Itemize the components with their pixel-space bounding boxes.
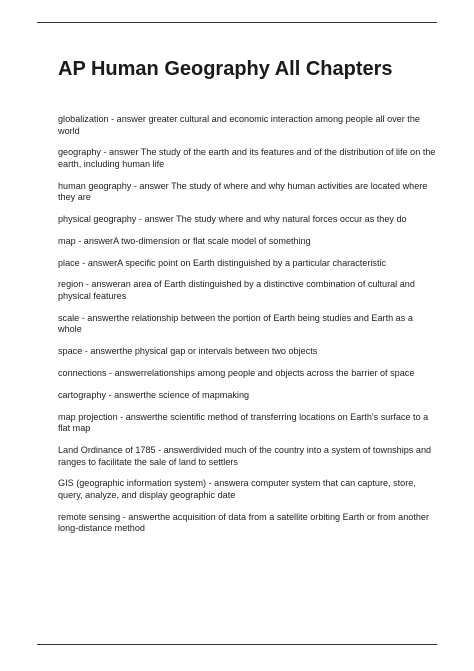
page-title: AP Human Geography All Chapters [58,58,393,80]
glossary-entry: space - answerthe physical gap or intervals between two objects [58,346,318,357]
glossary-entry: scale - answerthe relationship between the portion of Earth being studies and Earth as a whole [58,312,413,335]
glossary-entry: region - answeran area of Earth distinguished by a distinctive combination of cultural and physical features [58,279,415,302]
glossary-entry: cartography - answerthe science of mapmaking [58,389,250,400]
glossary-entry: GIS (geographic information system) - answera computer system that can capture, store, query, analyze, and display geographic date [58,478,416,500]
glossary-list [58,114,438,545]
glossary-entry: map projection - answerthe scientific method of transferring locations on Earth's surface to a flat map [58,411,429,434]
glossary-entry: Land Ordinance of 1785 - answerdivided much of the country into a system of townships and ranges to facilitate the sale of land to settlers [58,444,432,467]
glossary-entry: remote sensing - answerthe acquisition of data from a satellite orbiting Earth or from another long-distance method [58,511,430,534]
glossary-entry: place - answerA specific point on Earth distinguished by a particular characteristic [58,257,387,268]
glossary-entry: globalization - answer greater cultural and economic interaction among people all over the world [58,114,420,136]
glossary-entry: physical geography - answer The study where and why natural forces occur as they do [58,214,407,225]
glossary-entry: geography - answer The study of the earth and its features and of the distribution of life on the earth, including human life [58,147,436,169]
bottom-divider [37,644,437,645]
top-divider [37,22,437,23]
glossary-entry: human geography - answer The study of where and why human activities are located where they are [58,180,428,203]
glossary-entry: map - answerA two-dimension or flat scale model of something [58,235,311,246]
glossary-entry: connections - answerrelationships among people and objects across the barrier of space [58,368,415,378]
